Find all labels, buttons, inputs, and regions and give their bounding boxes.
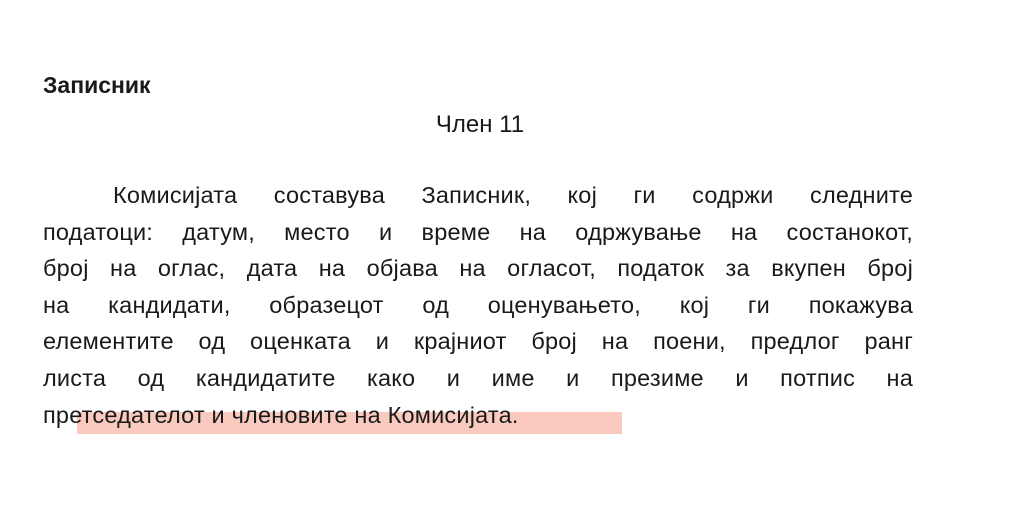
paragraph-line-highlighted: претседателот и членовите на Комисијата. (43, 401, 519, 428)
article-paragraph (43, 177, 913, 433)
paragraph-line: елементите од оценката и крајниот број на поени, предлог ранг (43, 328, 913, 355)
paragraph-line: Комисијата составува Записник, кој ги содржи следните (113, 182, 913, 208)
paragraph-line: листа од кандидатите како и име и презиме и потпис на (43, 364, 913, 391)
paragraph-line: број на оглас, дата на објава на огласот, податок за вкупен број (43, 255, 913, 282)
paragraph-line: податоци: датум, место и време на одржување на состанокот, (43, 218, 913, 245)
article-number: Член 11 (435, 111, 525, 138)
document-heading: Записник (43, 72, 151, 98)
paragraph-line: на кандидати, образецот од оценувањето, кој ги покажува (43, 291, 913, 318)
